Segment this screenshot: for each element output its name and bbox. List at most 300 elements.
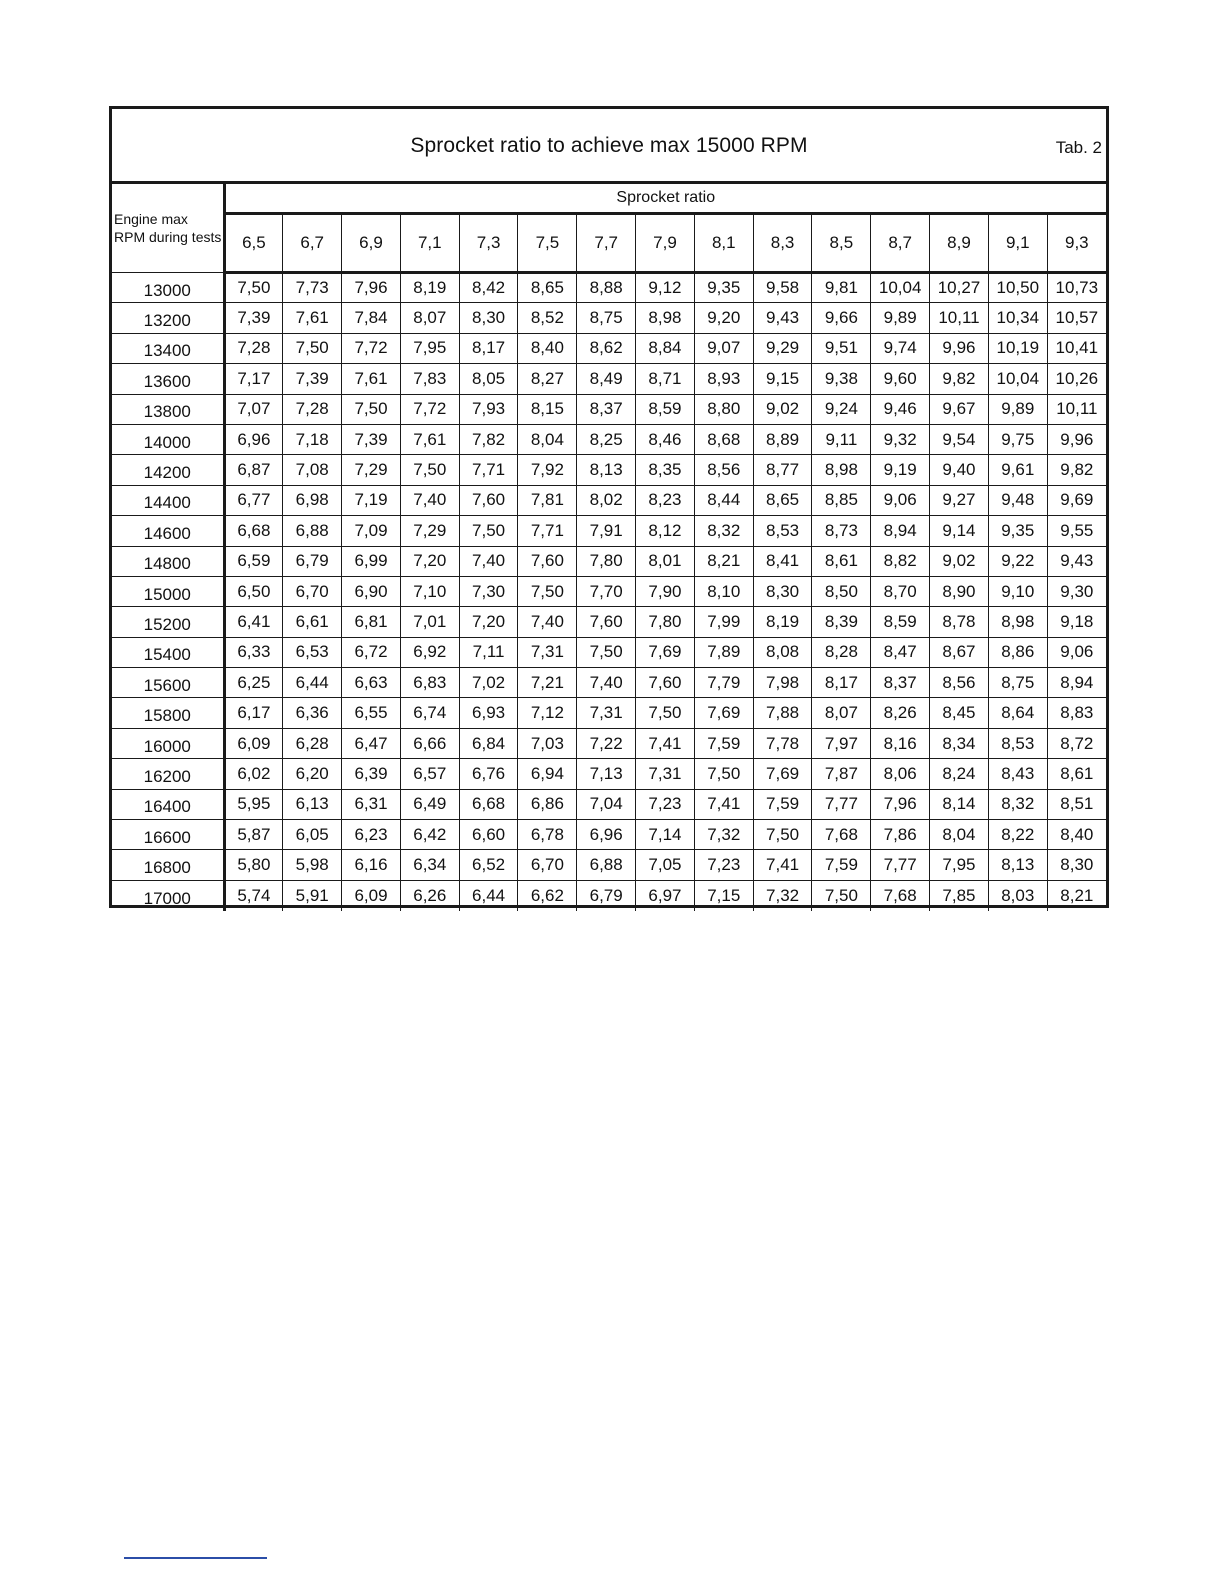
ratio-value-cell: 7,21	[518, 668, 577, 698]
ratio-value-cell: 9,89	[988, 394, 1047, 424]
ratio-value-cell: 8,32	[988, 789, 1047, 819]
table-row	[112, 273, 1106, 303]
ratio-value-cell: 9,67	[930, 394, 989, 424]
ratio-value-cell: 6,25	[224, 668, 283, 698]
ratio-value-cell: 10,04	[988, 364, 1047, 394]
ratio-value-cell: 6,87	[224, 455, 283, 485]
ratio-value-cell: 7,03	[518, 728, 577, 758]
ratio-value-cell: 7,14	[636, 820, 695, 850]
ratio-value-cell: 7,31	[577, 698, 636, 728]
rpm-cell: 16800	[112, 850, 224, 880]
ratio-value-cell: 8,23	[636, 485, 695, 515]
table-row	[112, 576, 1106, 606]
ratio-value-cell: 7,11	[459, 637, 518, 667]
ratio-value-cell: 10,73	[1047, 273, 1106, 303]
grid-body	[112, 273, 1106, 911]
ratio-value-cell: 6,74	[400, 698, 459, 728]
ratio-value-cell: 8,86	[988, 637, 1047, 667]
ratio-value-cell: 7,59	[753, 789, 812, 819]
ratio-value-cell: 7,23	[636, 789, 695, 819]
ratio-value-cell: 8,84	[636, 333, 695, 363]
ratio-value-cell: 7,28	[283, 394, 342, 424]
ratio-value-cell: 5,80	[224, 850, 283, 880]
ratio-value-cell: 7,60	[518, 546, 577, 576]
ratio-value-cell: 7,91	[577, 516, 636, 546]
ratio-value-cell: 8,44	[694, 485, 753, 515]
ratio-value-cell: 6,02	[224, 759, 283, 789]
ratio-value-cell: 8,56	[930, 668, 989, 698]
ratio-value-cell: 6,33	[224, 637, 283, 667]
table-row	[112, 333, 1106, 363]
ratio-value-cell: 9,38	[812, 364, 871, 394]
ratio-value-cell: 8,80	[694, 394, 753, 424]
ratio-value-cell: 9,11	[812, 424, 871, 454]
ratio-value-cell: 7,04	[577, 789, 636, 819]
ratio-value-cell: 7,79	[694, 668, 753, 698]
ratio-value-cell: 6,36	[283, 698, 342, 728]
ratio-value-cell: 8,77	[753, 455, 812, 485]
ratio-value-cell: 8,88	[577, 273, 636, 303]
ratio-value-cell: 8,27	[518, 364, 577, 394]
ratio-value-cell: 7,32	[753, 880, 812, 910]
ratio-value-cell: 6,47	[342, 728, 401, 758]
ratio-value-cell: 9,27	[930, 485, 989, 515]
ratio-value-cell: 8,40	[518, 333, 577, 363]
ratio-value-cell: 7,80	[636, 607, 695, 637]
ratio-value-cell: 8,82	[871, 546, 930, 576]
table-row	[112, 364, 1106, 394]
ratio-value-cell: 6,17	[224, 698, 283, 728]
ratio-value-cell: 7,92	[518, 455, 577, 485]
ratio-value-cell: 8,32	[694, 516, 753, 546]
ratio-value-cell: 8,37	[871, 668, 930, 698]
ratio-value-cell: 8,93	[694, 364, 753, 394]
ratio-value-cell: 8,37	[577, 394, 636, 424]
ratio-value-cell: 6,26	[400, 880, 459, 910]
table-row	[112, 516, 1106, 546]
ratio-column-header: 9,1	[988, 214, 1047, 273]
ratio-value-cell: 8,50	[812, 576, 871, 606]
table-row	[112, 455, 1106, 485]
ratio-value-cell: 9,29	[753, 333, 812, 363]
ratio-value-cell: 10,04	[871, 273, 930, 303]
ratio-value-cell: 7,60	[459, 485, 518, 515]
ratio-value-cell: 9,02	[930, 546, 989, 576]
ratio-value-cell: 6,60	[459, 820, 518, 850]
rpm-cell: 14200	[112, 455, 224, 485]
ratio-column-header: 7,9	[636, 214, 695, 273]
ratio-value-cell: 7,07	[224, 394, 283, 424]
ratio-value-cell: 9,82	[1047, 455, 1106, 485]
ratio-value-cell: 9,81	[812, 273, 871, 303]
table-row	[112, 424, 1106, 454]
ratio-value-cell: 8,89	[753, 424, 812, 454]
table-title: Sprocket ratio to achieve max 15000 RPM	[410, 134, 808, 157]
ratio-value-cell: 8,94	[1047, 668, 1106, 698]
table-row	[112, 698, 1106, 728]
ratio-value-cell: 7,50	[400, 455, 459, 485]
ratio-value-cell: 7,98	[753, 668, 812, 698]
ratio-value-cell: 7,50	[812, 880, 871, 910]
ratio-value-cell: 7,60	[577, 607, 636, 637]
ratio-value-cell: 7,87	[812, 759, 871, 789]
ratio-value-cell: 8,46	[636, 424, 695, 454]
ratio-value-cell: 7,61	[342, 364, 401, 394]
ratio-value-cell: 6,83	[400, 668, 459, 698]
table-row	[112, 850, 1106, 880]
rpm-cell: 15000	[112, 576, 224, 606]
ratio-column-header: 8,3	[753, 214, 812, 273]
ratio-value-cell: 9,69	[1047, 485, 1106, 515]
ratio-value-cell: 6,96	[224, 424, 283, 454]
ratio-value-cell: 7,68	[871, 880, 930, 910]
ratio-value-cell: 8,17	[812, 668, 871, 698]
rpm-cell: 14800	[112, 546, 224, 576]
ratio-value-cell: 8,07	[812, 698, 871, 728]
ratio-value-cell: 8,72	[1047, 728, 1106, 758]
ratio-value-cell: 7,61	[283, 303, 342, 333]
ratio-value-cell: 9,66	[812, 303, 871, 333]
ratio-value-cell: 6,41	[224, 607, 283, 637]
ratio-value-cell: 6,79	[577, 880, 636, 910]
ratio-value-cell: 6,94	[518, 759, 577, 789]
ratio-value-cell: 10,27	[930, 273, 989, 303]
ratio-value-cell: 7,29	[400, 516, 459, 546]
ratio-value-cell: 9,19	[871, 455, 930, 485]
ratio-value-cell: 8,08	[753, 637, 812, 667]
ratio-value-cell: 7,39	[283, 364, 342, 394]
ratio-value-cell: 7,09	[342, 516, 401, 546]
table-title-bar	[112, 109, 1106, 184]
ratio-value-cell: 8,68	[694, 424, 753, 454]
ratio-value-cell: 9,48	[988, 485, 1047, 515]
ratio-value-cell: 10,34	[988, 303, 1047, 333]
ratio-value-cell: 6,16	[342, 850, 401, 880]
ratio-value-cell: 7,40	[400, 485, 459, 515]
ratio-value-cell: 9,30	[1047, 576, 1106, 606]
ratio-value-cell: 6,68	[459, 789, 518, 819]
ratio-value-cell: 9,12	[636, 273, 695, 303]
ratio-value-cell: 8,10	[694, 576, 753, 606]
ratio-value-cell: 7,50	[636, 698, 695, 728]
ratio-column-header: 7,5	[518, 214, 577, 273]
ratio-value-cell: 7,31	[518, 637, 577, 667]
ratio-value-cell: 8,06	[871, 759, 930, 789]
ratio-value-cell: 9,43	[753, 303, 812, 333]
ratio-value-cell: 7,22	[577, 728, 636, 758]
ratio-value-cell: 7,39	[342, 424, 401, 454]
ratio-value-cell: 7,50	[459, 516, 518, 546]
ratio-value-cell: 9,22	[988, 546, 1047, 576]
table-row	[112, 546, 1106, 576]
ratio-value-cell: 8,19	[753, 607, 812, 637]
ratio-value-cell: 7,82	[459, 424, 518, 454]
ratio-value-cell: 8,15	[518, 394, 577, 424]
ratio-value-cell: 8,40	[1047, 820, 1106, 850]
ratio-value-cell: 7,50	[342, 394, 401, 424]
ratio-value-cell: 9,96	[930, 333, 989, 363]
ratio-value-cell: 6,42	[400, 820, 459, 850]
ratio-value-cell: 8,98	[812, 455, 871, 485]
table-row	[112, 759, 1106, 789]
ratio-value-cell: 8,26	[871, 698, 930, 728]
ratio-value-cell: 8,12	[636, 516, 695, 546]
ratio-value-cell: 6,72	[342, 637, 401, 667]
ratio-value-cell: 7,05	[636, 850, 695, 880]
ratio-value-cell: 7,29	[342, 455, 401, 485]
ratio-value-cell: 8,47	[871, 637, 930, 667]
ratio-value-cell: 7,77	[812, 789, 871, 819]
ratio-value-cell: 7,95	[400, 333, 459, 363]
ratio-value-cell: 8,14	[930, 789, 989, 819]
rpm-cell: 14400	[112, 485, 224, 515]
ratio-value-cell: 7,95	[930, 850, 989, 880]
ratio-value-cell: 6,79	[283, 546, 342, 576]
ratio-value-cell: 7,71	[518, 516, 577, 546]
ratio-value-cell: 9,10	[988, 576, 1047, 606]
rpm-cell: 15200	[112, 607, 224, 637]
ratio-value-cell: 6,96	[577, 820, 636, 850]
ratio-value-cell: 6,20	[283, 759, 342, 789]
ratio-value-cell: 9,06	[871, 485, 930, 515]
ratio-value-cell: 9,55	[1047, 516, 1106, 546]
ratio-value-cell: 8,65	[753, 485, 812, 515]
ratio-value-cell: 9,51	[812, 333, 871, 363]
table-row	[112, 607, 1106, 637]
rpm-cell: 13000	[112, 273, 224, 303]
ratio-column-header: 8,1	[694, 214, 753, 273]
rpm-cell: 14600	[112, 516, 224, 546]
rpm-cell: 15600	[112, 668, 224, 698]
ratio-value-cell: 7,88	[753, 698, 812, 728]
ratio-value-cell: 7,40	[518, 607, 577, 637]
rpm-cell: 13200	[112, 303, 224, 333]
ratio-value-cell: 8,02	[577, 485, 636, 515]
ratio-value-cell: 8,39	[812, 607, 871, 637]
ratio-value-cell: 8,75	[577, 303, 636, 333]
ratio-value-cell: 9,89	[871, 303, 930, 333]
ratio-value-cell: 7,70	[577, 576, 636, 606]
ratio-value-cell: 8,70	[871, 576, 930, 606]
ratio-value-cell: 10,11	[930, 303, 989, 333]
ratio-value-cell: 8,30	[753, 576, 812, 606]
ratio-value-cell: 8,13	[577, 455, 636, 485]
ratio-value-cell: 8,56	[694, 455, 753, 485]
ratio-value-cell: 7,99	[694, 607, 753, 637]
ratio-value-cell: 5,91	[283, 880, 342, 910]
ratio-value-cell: 8,22	[988, 820, 1047, 850]
table-row	[112, 485, 1106, 515]
ratio-value-cell: 9,46	[871, 394, 930, 424]
ratio-value-cell: 6,66	[400, 728, 459, 758]
ratio-value-cell: 6,62	[518, 880, 577, 910]
table-row	[112, 789, 1106, 819]
ratio-value-cell: 8,67	[930, 637, 989, 667]
ratio-value-cell: 7,61	[400, 424, 459, 454]
ratio-value-cell: 6,59	[224, 546, 283, 576]
ratio-value-cell: 7,81	[518, 485, 577, 515]
ratio-value-cell: 7,90	[636, 576, 695, 606]
rpm-cell: 13600	[112, 364, 224, 394]
ratio-value-cell: 7,41	[636, 728, 695, 758]
rpm-cell: 15400	[112, 637, 224, 667]
ratio-value-cell: 7,28	[224, 333, 283, 363]
ratio-value-cell: 6,44	[459, 880, 518, 910]
table-row	[112, 820, 1106, 850]
ratio-value-cell: 9,60	[871, 364, 930, 394]
ratio-value-cell: 7,83	[400, 364, 459, 394]
rpm-cell: 13400	[112, 333, 224, 363]
table-row	[112, 637, 1106, 667]
ratio-value-cell: 7,13	[577, 759, 636, 789]
ratio-value-cell: 8,25	[577, 424, 636, 454]
ratio-value-cell: 8,45	[930, 698, 989, 728]
ratio-value-cell: 7,32	[694, 820, 753, 850]
ratio-value-cell: 7,71	[459, 455, 518, 485]
ratio-value-cell: 9,35	[988, 516, 1047, 546]
ratio-value-cell: 9,14	[930, 516, 989, 546]
rpm-cell: 16400	[112, 789, 224, 819]
column-group-label: Sprocket ratio	[224, 184, 1106, 214]
ratio-value-cell: 6,09	[224, 728, 283, 758]
ratio-value-cell: 7,31	[636, 759, 695, 789]
ratio-value-cell: 6,55	[342, 698, 401, 728]
ratio-value-cell: 8,13	[988, 850, 1047, 880]
ratio-value-cell: 6,99	[342, 546, 401, 576]
ratio-value-cell: 8,53	[988, 728, 1047, 758]
ratio-value-cell: 6,76	[459, 759, 518, 789]
ratio-value-cell: 6,09	[342, 880, 401, 910]
rpm-cell: 13800	[112, 394, 224, 424]
ratio-value-cell: 7,40	[577, 668, 636, 698]
ratio-value-cell: 9,54	[930, 424, 989, 454]
ratio-value-cell: 8,51	[1047, 789, 1106, 819]
ratio-value-cell: 7,96	[871, 789, 930, 819]
ratio-value-cell: 8,73	[812, 516, 871, 546]
ratio-value-cell: 7,20	[400, 546, 459, 576]
ratio-value-cell: 8,30	[459, 303, 518, 333]
ratio-value-cell: 5,95	[224, 789, 283, 819]
ratio-header-row	[112, 214, 1106, 273]
ratio-value-cell: 9,43	[1047, 546, 1106, 576]
rpm-cell: 16200	[112, 759, 224, 789]
ratio-value-cell: 7,69	[753, 759, 812, 789]
ratio-value-cell: 7,01	[400, 607, 459, 637]
ratio-value-cell: 7,89	[694, 637, 753, 667]
ratio-column-header: 8,9	[930, 214, 989, 273]
ratio-value-cell: 8,53	[753, 516, 812, 546]
ratio-value-cell: 6,88	[283, 516, 342, 546]
ratio-value-cell: 9,61	[988, 455, 1047, 485]
ratio-value-cell: 8,59	[636, 394, 695, 424]
ratio-value-cell: 8,34	[930, 728, 989, 758]
ratio-value-cell: 9,32	[871, 424, 930, 454]
ratio-value-cell: 8,42	[459, 273, 518, 303]
ratio-value-cell: 9,20	[694, 303, 753, 333]
rpm-cell: 15800	[112, 698, 224, 728]
rpm-cell: 14000	[112, 424, 224, 454]
ratio-value-cell: 8,61	[1047, 759, 1106, 789]
ratio-value-cell: 6,57	[400, 759, 459, 789]
ratio-value-cell: 8,01	[636, 546, 695, 576]
ratio-value-cell: 7,69	[636, 637, 695, 667]
ratio-value-cell: 10,50	[988, 273, 1047, 303]
table-row	[112, 394, 1106, 424]
ratio-value-cell: 6,23	[342, 820, 401, 850]
ratio-column-header: 9,3	[1047, 214, 1106, 273]
ratio-value-cell: 6,77	[224, 485, 283, 515]
ratio-value-cell: 8,07	[400, 303, 459, 333]
ratio-value-cell: 9,74	[871, 333, 930, 363]
ratio-column-header: 6,5	[224, 214, 283, 273]
ratio-value-cell: 6,86	[518, 789, 577, 819]
ratio-value-cell: 9,96	[1047, 424, 1106, 454]
ratio-value-cell: 7,60	[636, 668, 695, 698]
ratio-value-cell: 7,69	[694, 698, 753, 728]
ratio-value-cell: 8,64	[988, 698, 1047, 728]
ratio-value-cell: 7,73	[283, 273, 342, 303]
ratio-value-cell: 6,61	[283, 607, 342, 637]
ratio-value-cell: 7,02	[459, 668, 518, 698]
ratio-value-cell: 8,59	[871, 607, 930, 637]
ratio-value-cell: 7,12	[518, 698, 577, 728]
ratio-value-cell: 8,17	[459, 333, 518, 363]
ratio-value-cell: 7,72	[342, 333, 401, 363]
ratio-value-cell: 7,50	[283, 333, 342, 363]
ratio-value-cell: 9,24	[812, 394, 871, 424]
ratio-value-cell: 9,75	[988, 424, 1047, 454]
ratio-value-cell: 6,34	[400, 850, 459, 880]
ratio-value-cell: 9,40	[930, 455, 989, 485]
ratio-value-cell: 7,08	[283, 455, 342, 485]
ratio-value-cell: 6,93	[459, 698, 518, 728]
ratio-value-cell: 7,85	[930, 880, 989, 910]
ratio-value-cell: 6,50	[224, 576, 283, 606]
ratio-value-cell: 7,30	[459, 576, 518, 606]
ratio-value-cell: 7,50	[224, 273, 283, 303]
rpm-cell: 17000	[112, 880, 224, 910]
ratio-value-cell: 8,61	[812, 546, 871, 576]
sprocket-ratio-table	[109, 106, 1109, 908]
ratio-value-cell: 7,68	[812, 820, 871, 850]
ratio-value-cell: 10,26	[1047, 364, 1106, 394]
ratio-value-cell: 6,52	[459, 850, 518, 880]
ratio-value-cell: 7,50	[694, 759, 753, 789]
ratio-value-cell: 8,30	[1047, 850, 1106, 880]
ratio-value-cell: 7,77	[871, 850, 930, 880]
ratio-value-cell: 6,39	[342, 759, 401, 789]
ratio-column-header: 7,3	[459, 214, 518, 273]
row-header-label: Engine max RPM during tests	[112, 184, 224, 273]
ratio-value-cell: 8,21	[694, 546, 753, 576]
ratio-value-cell: 8,05	[459, 364, 518, 394]
ratio-value-cell: 7,97	[812, 728, 871, 758]
ratio-column-header: 8,5	[812, 214, 871, 273]
ratio-value-cell: 8,75	[988, 668, 1047, 698]
ratio-value-cell: 9,02	[753, 394, 812, 424]
ratio-grid	[112, 184, 1106, 911]
ratio-value-cell: 9,35	[694, 273, 753, 303]
ratio-value-cell: 6,28	[283, 728, 342, 758]
table-row	[112, 880, 1106, 910]
ratio-value-cell: 7,20	[459, 607, 518, 637]
ratio-value-cell: 10,19	[988, 333, 1047, 363]
ratio-value-cell: 7,41	[694, 789, 753, 819]
ratio-value-cell: 7,23	[694, 850, 753, 880]
ratio-value-cell: 6,53	[283, 637, 342, 667]
ratio-value-cell: 9,82	[930, 364, 989, 394]
rpm-cell: 16600	[112, 820, 224, 850]
